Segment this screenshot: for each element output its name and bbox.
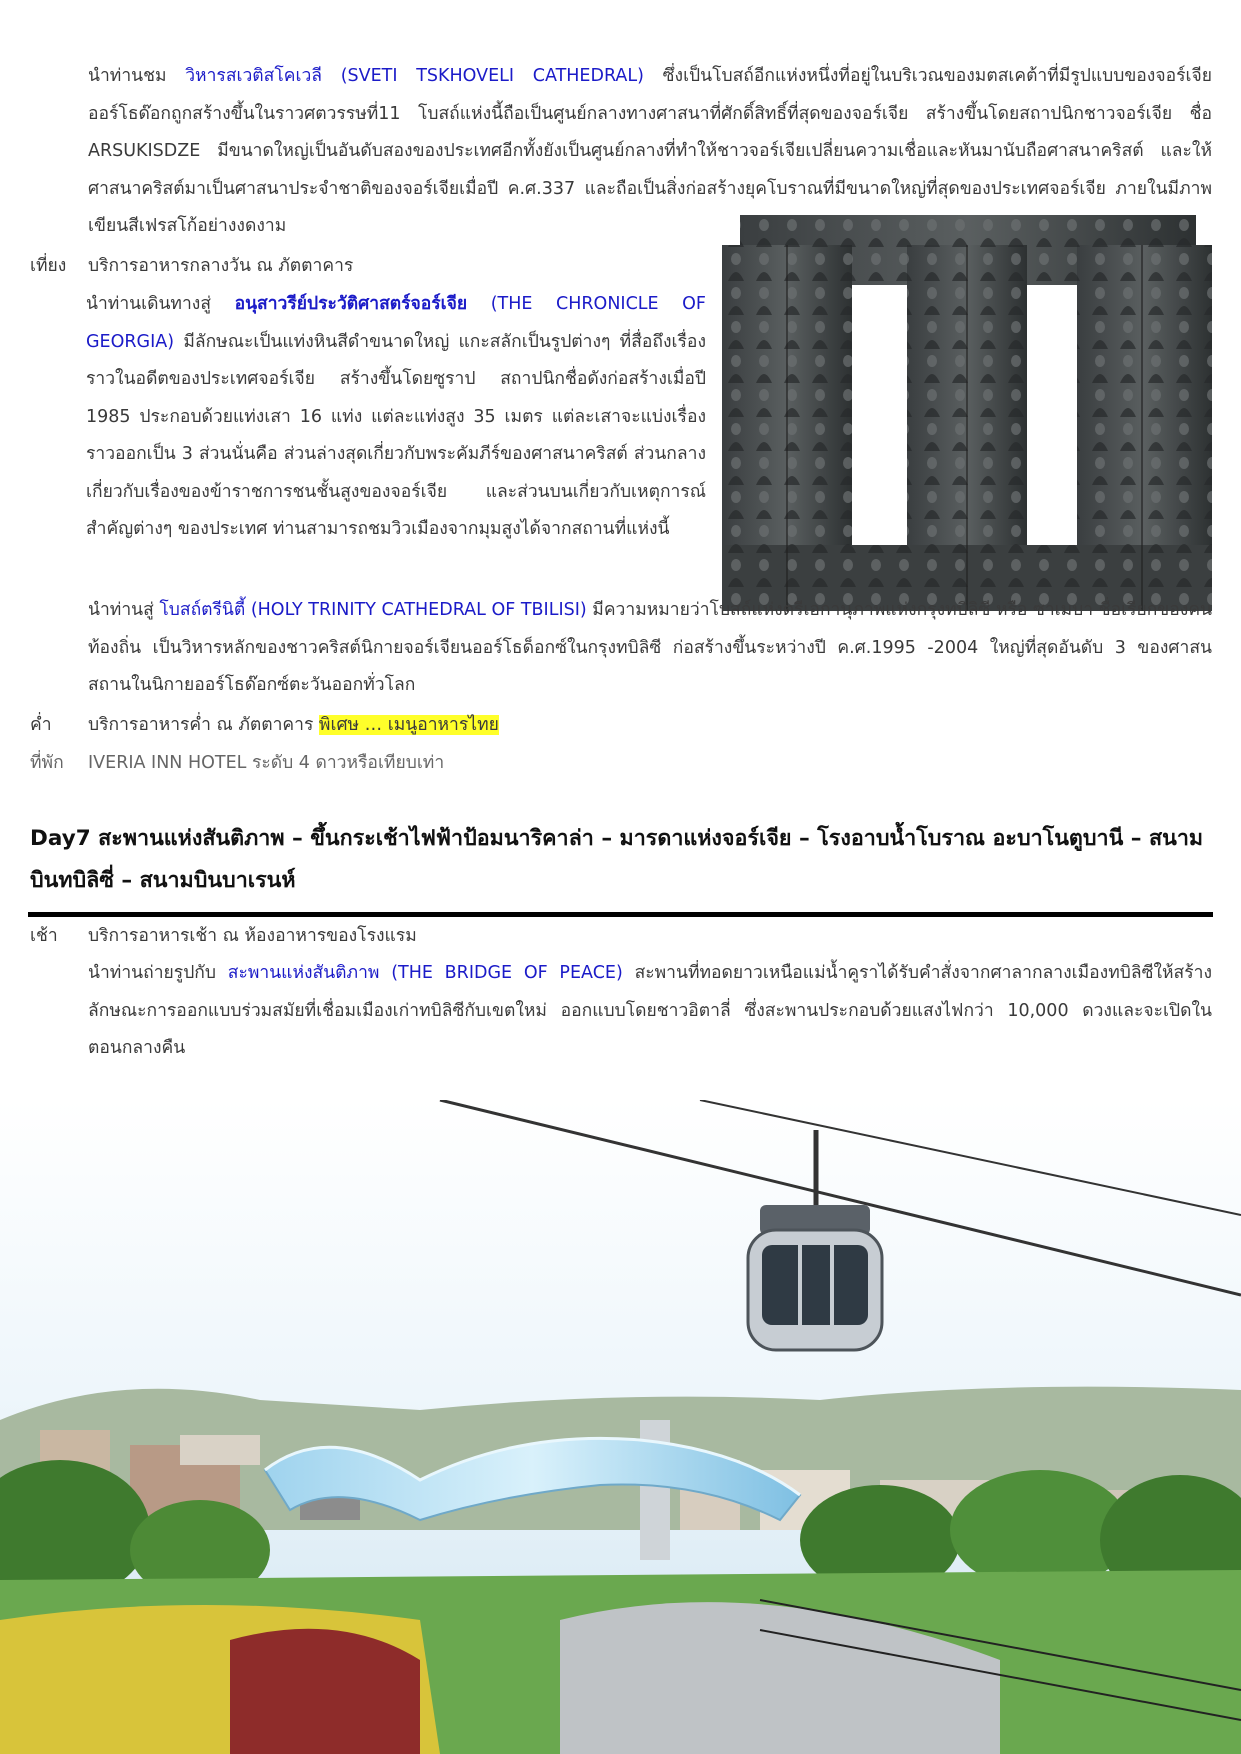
- trinity-cathedral-name: โบสถ์ตรีนิตี้ (HOLY TRINITY CATHEDRAL OF TBILISI): [159, 600, 587, 620]
- chronicle-monument-photo: [722, 215, 1212, 611]
- breakfast-text: บริการอาหารเช้า ณ ห้องอาหารของโรงแรม: [88, 926, 417, 946]
- intro-paragraph: นำท่านชม วิหารสเวติสโคเวลี (SVETI TSKHOVELI CATHEDRAL) ซึ่งเป็นโบสถ์อีกแห่งหนึ่งที่อยู่ในบริเวณของมตสเคต้าที่มีรูปแบบของจอร์เจีย ออร์โธด๊อกถูกสร้างขึ้นในราวศตวรรษที่11 โบสถ์แห่งนี้ถือเป็นศูนย์กลางทางศาสนาที่ศักดิ์สิทธิ์ที่สุดของจอร์เจีย สร้างขึ้นโดยสถาปนิกชาวจอร์เจีย ชื่อ ARSUKISDZE มีขนาดใหญ่เป็นอันดับสองของประเทศอีกทั้งยังเป็นศูนย์กลางที่ทำให้ชาวจอร์เจียเปลี่ยนความเชื่อและหันมานับถือศาสนาคริสต์ และให้ศาสนาคริสต์มาเป็นศาสนาประจำชาติของจอร์เจียเมื่อปี ค.ศ.337 และถือเป็นสิ่งก่อสร้างยุคโบราณที่มีขนาดใหญ่ที่สุดของประเทศจอร์เจีย ภายในมีภาพเขียนสีเฟรสโก้อย่างงดงาม: [88, 66, 1213, 236]
- chronicle-name: อนุสาวรีย์ประวัติศาสตร์จอร์เจีย (THE CHRONICLE OF GEORGIA): [86, 294, 707, 352]
- sveti-cathedral-name: วิหารสเวติสโคเวลี (SVETI TSKHOVELI CATHEDRAL): [185, 66, 644, 86]
- dinner-label: ค่ำ: [30, 715, 52, 735]
- heading-divider: [28, 912, 1213, 917]
- dinner-text: บริการอาหารค่ำ ณ ภัตตาคาร พิเศษ … เมนูอาหารไทย: [88, 715, 499, 735]
- lunch-text: บริการอาหารกลางวัน ณ ภัตตาคาร: [88, 256, 354, 276]
- day7-heading: [30, 818, 1215, 902]
- lunch-label: เที่ยง: [30, 256, 67, 276]
- bridge-of-peace-name: สะพานแห่งสันติภาพ (THE BRIDGE OF PEACE): [227, 963, 623, 983]
- chronicle-paragraph: นำท่านเดินทางสู่ อนุสาวรีย์ประวัติศาสตร์จอร์เจีย (THE CHRONICLE OF GEORGIA) มีลักษณะเป็นแท่งหินสีดำขนาดใหญ่ แกะสลักเป็นรูปต่างๆ ที่สื่อถึงเรื่องราวในอดีตของประเทศจอร์เจีย สร้างขึ้นโดยซูราป สถาปนิกชื่อดังก่อสร้างเมื่อปี 1985 ประกอบด้วยแท่งเสา 16 แท่ง แต่ละแท่งสูง 35 เมตร แต่ละเสาจะแบ่งเรื่องราวออกเป็น 3 ส่วนนั่นคือ ส่วนล่างสุดเกี่ยวกับพระคัมภีร์ของศาสนาคริสต์ ส่วนกลางเกี่ยวกับเรื่องของข้าราชการชนชั้นสูงของจอร์เจีย และส่วนบนเกี่ยวกับเหตุการณ์สำคัญต่างๆ ของประเทศ ท่านสามารถชมวิวเมืองจากมุมสูงได้จากสถานที่แห่งนี้: [86, 294, 707, 539]
- breakfast-label: เช้า: [30, 926, 58, 946]
- bridge-cablecar-photo: [0, 1100, 1241, 1754]
- bridge-paragraph: นำท่านถ่ายรูปกับ สะพานแห่งสันติภาพ (THE BRIDGE OF PEACE) สะพานที่ทอดยาวเหนือแม่น้ำคูราได้รับคำสั่งจากศาลากลางเมืองทบิลิซีให้สร้างลักษณะการออกแบบร่วมสมัยที่เชื่อมเมืองเก่าทบิลิซีกับเขตใหม่ ออกแบบโดยชาวอิตาลี่ ซึ่งสะพานประกอบด้วยแสงไฟกว่า 10,000 ดวงและจะเปิดในตอนกลางคืน: [88, 963, 1212, 1058]
- day-title: สะพานแห่งสันติภาพ – ขึ้นกระเช้าไฟฟ้าป้อมนาริคาล่า – มารดาแห่งจอร์เจีย – โรงอาบน้ำโบราณ อะบาโนตูบานี – สนามบินทบิลิซี่ – สนามบินบาเรนห์: [30, 826, 1204, 893]
- hotel-text: IVERIA INN HOTEL ระดับ 4 ดาวหรือเทียบเท่า: [88, 753, 445, 773]
- hotel-label: ที่พัก: [30, 753, 64, 773]
- day-number: Day7: [30, 826, 91, 851]
- trinity-paragraph: นำท่านสู่ โบสถ์ตรีนิตี้ (HOLY TRINITY CATHEDRAL OF TBILISI) มีความหมายว่าโบสถ์แห่งตรีเอกานุภาพแห่งกรุงทบิลิซี หรือ ซาเมบา ชื่อเรียกของคนท้องถิ่น เป็นวิหารหลักของชาวคริสต์นิกายจอร์เจียนออร์โธด็อกซ์ในกรุงทบิลิซี ก่อสร้างขึ้นระหว่างปี ค.ศ.1995 -2004 ใหญ่ที่สุดอันดับ 3 ของศาสนสถานในนิกายออร์โธด๊อกซ์ตะวันออกทั่วโลก: [88, 600, 1212, 695]
- thai-menu-highlight: พิเศษ … เมนูอาหารไทย: [318, 715, 499, 735]
